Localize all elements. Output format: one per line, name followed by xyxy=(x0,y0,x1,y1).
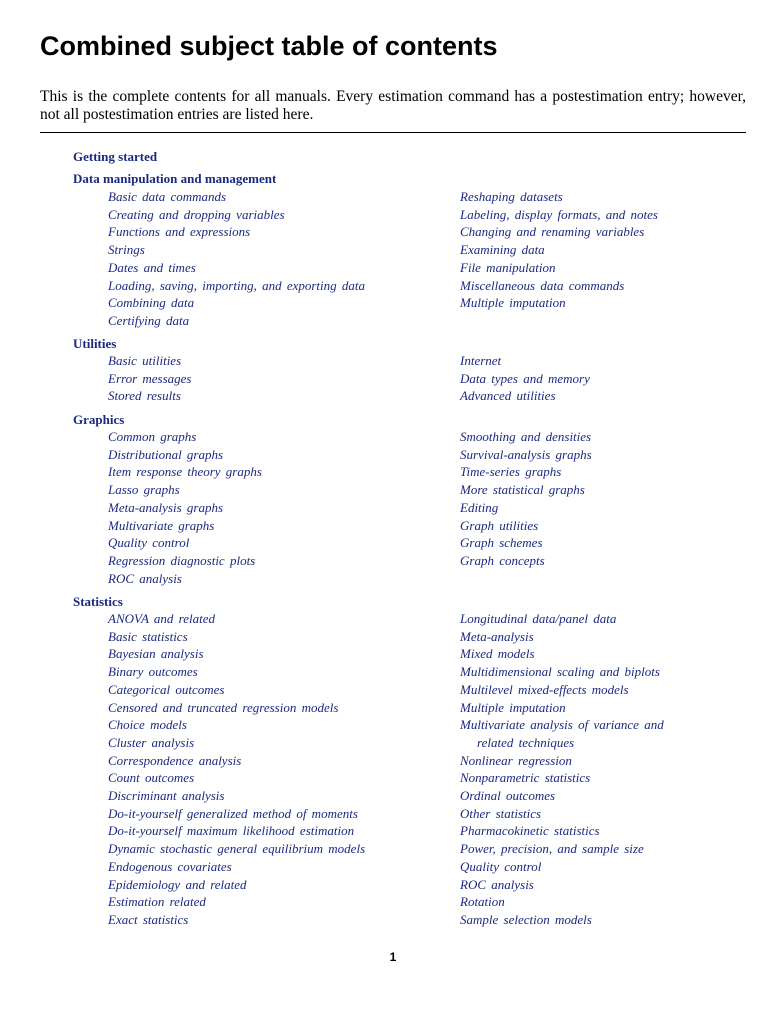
toc-entry[interactable]: Exact statistics xyxy=(108,911,189,927)
toc-entry[interactable]: Multidimensional scaling and biplots xyxy=(460,664,660,680)
toc-entry[interactable]: Loading, saving, importing, and exporting data xyxy=(108,277,365,293)
toc-entry[interactable]: Multivariate graphs xyxy=(108,517,215,533)
toc-entry[interactable]: Meta-analysis xyxy=(460,628,534,644)
toc-entry[interactable]: Graph utilities xyxy=(460,517,539,533)
toc-entry[interactable]: Bayesian analysis xyxy=(108,646,204,662)
toc-entry[interactable]: File manipulation xyxy=(460,259,556,275)
toc-entry[interactable]: Pharmacokinetic statistics xyxy=(460,823,600,839)
toc-entry[interactable]: Common graphs xyxy=(108,429,197,444)
toc-entry[interactable]: Cluster analysis xyxy=(108,734,195,750)
toc-entry[interactable]: Dynamic stochastic general equilibrium models xyxy=(108,841,366,857)
toc-entry[interactable]: Item response theory graphs xyxy=(108,464,262,480)
toc-entry[interactable]: Discriminant analysis xyxy=(108,788,225,803)
intro-paragraph: This is the complete contents for all manuals. Every estimation command has a postestimation entry; however, not all postestimation entries are listed here. xyxy=(40,88,746,123)
toc-entry[interactable]: Power, precision, and sample size xyxy=(460,841,644,857)
toc-entry[interactable]: Data types and memory xyxy=(460,370,590,386)
toc-entry[interactable]: Graph concepts xyxy=(460,552,545,568)
toc-entry[interactable]: Multivariate analysis of variance and xyxy=(460,717,664,733)
toc-entry[interactable]: ROC analysis xyxy=(108,570,182,586)
toc-entry[interactable]: Regression diagnostic plots xyxy=(108,552,256,568)
toc-entry[interactable]: Dates and times xyxy=(108,259,196,275)
toc-entry[interactable]: Correspondence analysis xyxy=(108,752,242,768)
toc-entry[interactable]: Strings xyxy=(108,242,145,258)
toc-entry[interactable]: Estimation related xyxy=(108,894,206,910)
toc-entry[interactable]: Count outcomes xyxy=(108,770,195,786)
toc-entry[interactable]: Creating and dropping variables xyxy=(108,206,285,222)
toc-entry[interactable]: Time-series graphs xyxy=(460,464,562,480)
toc-entry[interactable]: Categorical outcomes xyxy=(108,681,225,697)
toc-entry[interactable]: Nonlinear regression xyxy=(460,752,572,768)
toc-entry[interactable]: Editing xyxy=(460,499,499,515)
page-number: 1 xyxy=(389,950,397,964)
toc-entry[interactable]: Do-it-yourself generalized method of moments xyxy=(108,805,358,821)
toc-entry[interactable]: Multiple imputation xyxy=(460,295,566,311)
toc-entry[interactable]: Quality control xyxy=(108,535,190,551)
toc-entry[interactable]: Labeling, display formats, and notes xyxy=(460,206,658,222)
toc-entry[interactable]: Internet xyxy=(460,353,502,368)
toc-entry[interactable]: Functions and expressions xyxy=(108,224,251,240)
toc-entry[interactable]: Basic utilities xyxy=(108,353,182,368)
toc-entry[interactable]: Quality control xyxy=(460,858,542,874)
toc-heading-graphics[interactable]: Graphics xyxy=(73,412,125,427)
toc-entry[interactable]: Mixed models xyxy=(460,646,535,662)
toc-entry[interactable]: Stored results xyxy=(108,388,181,404)
toc-heading-data[interactable]: Data manipulation and management xyxy=(73,171,277,186)
toc-entry[interactable]: Do-it-yourself maximum likelihood estimation xyxy=(108,823,355,839)
toc-entry[interactable]: ANOVA and related xyxy=(108,611,216,626)
toc-entry[interactable]: Rotation xyxy=(460,894,505,910)
toc-entry[interactable]: Other statistics xyxy=(460,805,542,821)
toc-heading-getting-started[interactable]: Getting started xyxy=(73,149,158,164)
toc-entry[interactable]: Certifying data xyxy=(108,312,190,328)
toc-entry[interactable]: Changing and renaming variables xyxy=(460,224,645,240)
toc-entry[interactable]: ROC analysis xyxy=(460,876,534,892)
toc-entry[interactable]: Miscellaneous data commands xyxy=(460,277,625,293)
toc-entry[interactable]: Error messages xyxy=(108,370,192,386)
toc-entry[interactable]: Survival-analysis graphs xyxy=(460,446,592,462)
toc-entry[interactable]: Nonparametric statistics xyxy=(460,770,591,786)
toc-entry[interactable]: Advanced utilities xyxy=(460,388,556,404)
toc-heading-statistics[interactable]: Statistics xyxy=(73,594,123,609)
toc-entry[interactable]: Endogenous covariates xyxy=(108,858,232,874)
toc-entry[interactable]: related techniques xyxy=(477,734,575,750)
toc-entry[interactable]: Censored and truncated regression models xyxy=(108,699,339,715)
toc-entry[interactable]: Basic data commands xyxy=(108,189,227,204)
toc-entry[interactable]: Choice models xyxy=(108,717,187,733)
page-title: Combined subject table of contents xyxy=(40,31,498,61)
toc-entry[interactable]: Ordinal outcomes xyxy=(460,788,556,803)
toc-entry[interactable]: Multilevel mixed-effects models xyxy=(460,681,629,697)
toc-entry[interactable]: Reshaping datasets xyxy=(460,189,563,204)
toc-entry[interactable]: Multiple imputation xyxy=(460,699,566,715)
toc-entry[interactable]: More statistical graphs xyxy=(460,482,585,498)
toc-entry[interactable]: Epidemiology and related xyxy=(108,876,247,892)
toc-entry[interactable]: Smoothing and densities xyxy=(460,429,592,444)
toc-entry[interactable]: Distributional graphs xyxy=(108,446,224,462)
toc-entry[interactable]: Basic statistics xyxy=(108,628,188,644)
toc-heading-utilities[interactable]: Utilities xyxy=(73,336,117,351)
toc-entry[interactable]: Graph schemes xyxy=(460,535,543,551)
toc-entry[interactable]: Longitudinal data/panel data xyxy=(460,611,617,626)
toc-entry[interactable]: Combining data xyxy=(108,295,195,311)
toc-entry[interactable]: Sample selection models xyxy=(460,911,592,927)
toc-entry[interactable]: Binary outcomes xyxy=(108,664,198,680)
toc-entry[interactable]: Lasso graphs xyxy=(108,482,180,498)
toc-entry[interactable]: Meta-analysis graphs xyxy=(108,499,224,515)
toc-entry[interactable]: Examining data xyxy=(460,242,545,258)
